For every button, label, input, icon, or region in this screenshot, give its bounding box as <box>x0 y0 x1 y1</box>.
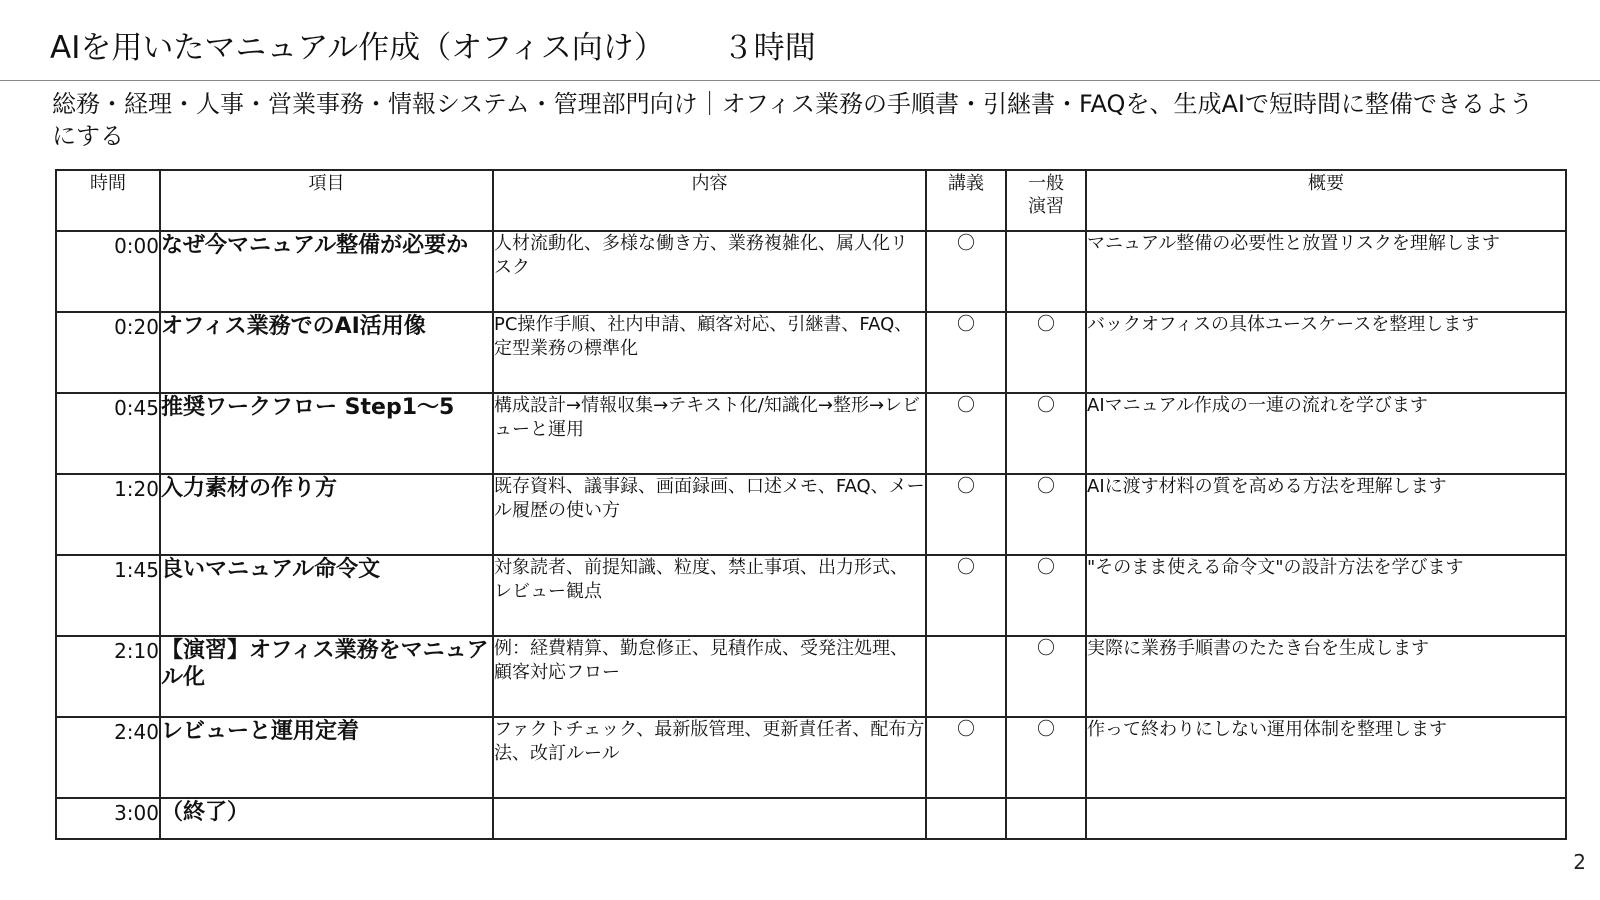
cell-lecture: 〇 <box>926 393 1006 474</box>
cell-summary: 作って終わりにしない運用体制を整理します <box>1086 717 1566 798</box>
column-header-item: 項目 <box>160 170 493 231</box>
cell-summary: AIに渡す材料の質を高める方法を理解します <box>1086 474 1566 555</box>
table-row <box>56 312 1566 393</box>
cell-time: 0:45 <box>56 393 160 474</box>
cell-item: レビューと運用定着 <box>160 717 493 798</box>
cell-exercise: 〇 <box>1006 636 1086 717</box>
column-header-exercise-line2: 演習 <box>1028 196 1064 217</box>
schedule-table <box>55 169 1567 840</box>
cell-item: （終了） <box>160 798 493 839</box>
cell-summary: AIマニュアル作成の一連の流れを学びます <box>1086 393 1566 474</box>
cell-time: 0:00 <box>56 231 160 312</box>
cell-content: ファクトチェック、最新版管理、更新責任者、配布方法、改訂ルール <box>493 717 926 798</box>
column-header-exercise <box>1006 170 1086 231</box>
cell-lecture <box>926 636 1006 717</box>
cell-content: 構成設計→情報収集→テキスト化/知識化→整形→レビューと運用 <box>493 393 926 474</box>
cell-content: 対象読者、前提知識、粒度、禁止事項、出力形式、レビュー観点 <box>493 555 926 636</box>
cell-item: 【演習】オフィス業務をマニュアル化 <box>160 636 493 717</box>
cell-content: 人材流動化、多様な働き方、業務複雑化、属人化リスク <box>493 231 926 312</box>
cell-time: 1:20 <box>56 474 160 555</box>
cell-item: 入力素材の作り方 <box>160 474 493 555</box>
cell-exercise <box>1006 231 1086 312</box>
cell-exercise: 〇 <box>1006 474 1086 555</box>
column-header-time: 時間 <box>56 170 160 231</box>
cell-content: 既存資料、議事録、画面録画、口述メモ、FAQ、メール履歴の使い方 <box>493 474 926 555</box>
cell-summary: マニュアル整備の必要性と放置リスクを理解します <box>1086 231 1566 312</box>
cell-time: 2:10 <box>56 636 160 717</box>
table-row <box>56 474 1566 555</box>
cell-time: 1:45 <box>56 555 160 636</box>
column-header-lecture: 講義 <box>926 170 1006 231</box>
cell-lecture: 〇 <box>926 555 1006 636</box>
cell-exercise: 〇 <box>1006 312 1086 393</box>
cell-content: PC操作手順、社内申請、顧客対応、引継書、FAQ、定型業務の標準化 <box>493 312 926 393</box>
course-title: AIを用いたマニュアル作成（オフィス向け） <box>50 30 665 66</box>
cell-lecture: 〇 <box>926 312 1006 393</box>
cell-time: 2:40 <box>56 717 160 798</box>
cell-time: 0:20 <box>56 312 160 393</box>
table-row <box>56 636 1566 717</box>
table-header-row <box>56 170 1566 231</box>
page-title <box>50 26 816 70</box>
table-row <box>56 555 1566 636</box>
cell-item: 良いマニュアル命令文 <box>160 555 493 636</box>
cell-item: オフィス業務でのAI活用像 <box>160 312 493 393</box>
cell-summary <box>1086 798 1566 839</box>
cell-summary: バックオフィスの具体ユースケースを整理します <box>1086 312 1566 393</box>
table-row <box>56 717 1566 798</box>
cell-item: なぜ今マニュアル整備が必要か <box>160 231 493 312</box>
table-row <box>56 231 1566 312</box>
cell-lecture: 〇 <box>926 474 1006 555</box>
table-row <box>56 393 1566 474</box>
course-duration: ３時間 <box>722 30 816 66</box>
cell-item: 推奨ワークフロー Step1〜5 <box>160 393 493 474</box>
column-header-content: 内容 <box>493 170 926 231</box>
cell-content <box>493 798 926 839</box>
cell-lecture: 〇 <box>926 231 1006 312</box>
column-header-summary: 概要 <box>1086 170 1566 231</box>
cell-lecture <box>926 798 1006 839</box>
page-subtitle: 総務・経理・人事・営業事務・情報システム・管理部門向け｜オフィス業務の手順書・引継書・FAQを、生成AIで短時間に整備できるようにする <box>52 90 1533 150</box>
cell-content: 例：経費精算、勤怠修正、見積作成、受発注処理、顧客対応フロー <box>493 636 926 717</box>
cell-lecture: 〇 <box>926 717 1006 798</box>
cell-summary: 実際に業務手順書のたたき台を生成します <box>1086 636 1566 717</box>
table-row <box>56 798 1566 839</box>
cell-exercise: 〇 <box>1006 717 1086 798</box>
cell-exercise: 〇 <box>1006 393 1086 474</box>
cell-time: 3:00 <box>56 798 160 839</box>
cell-summary: "そのまま使える命令文"の設計方法を学びます <box>1086 555 1566 636</box>
title-divider <box>0 80 1600 81</box>
page-number: 2 <box>1573 850 1586 874</box>
cell-exercise <box>1006 798 1086 839</box>
cell-exercise: 〇 <box>1006 555 1086 636</box>
column-header-exercise-line1: 一般 <box>1028 173 1064 194</box>
